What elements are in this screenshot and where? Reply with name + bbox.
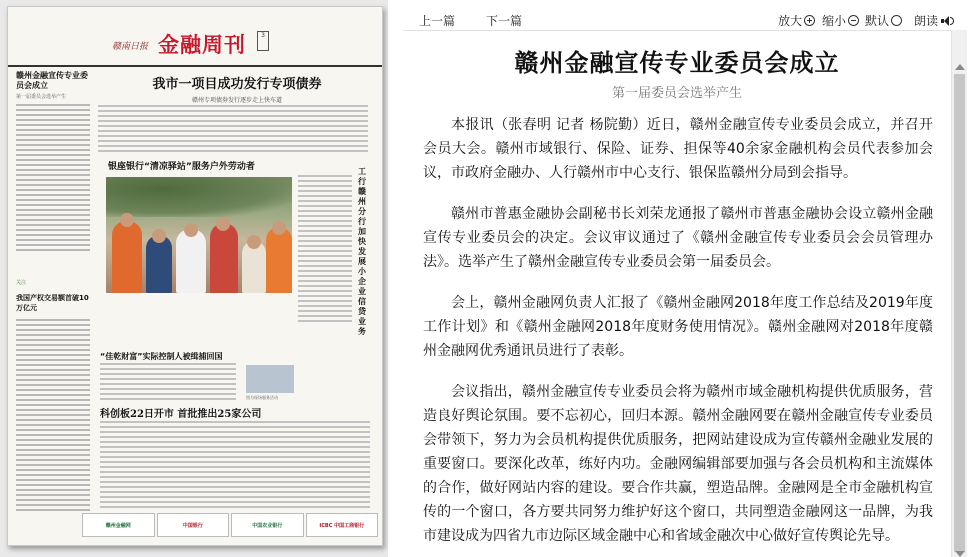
default-size-button[interactable] [865, 12, 902, 29]
prev-article-link[interactable]: 上一篇 [419, 14, 456, 28]
ad-ganzhou-finance[interactable]: 赣州金融网 [82, 513, 155, 537]
read-aloud-label: 朗读 [914, 14, 939, 28]
scrollbar-thumb[interactable] [954, 74, 965, 552]
zoom-in-button[interactable] [778, 12, 815, 29]
photo-side-text-lines [298, 175, 352, 325]
left-column-tag: 关注 [16, 280, 27, 286]
scroll-down-arrow-icon[interactable] [955, 551, 965, 557]
left-column-text-lines [16, 104, 90, 251]
newspaper-main-subhead: 赣州专项债券发行逐步走上快车道 [191, 97, 282, 104]
news-photo[interactable] [106, 177, 292, 293]
circle-icon [891, 15, 902, 26]
main-story-text-lines [98, 105, 368, 155]
photo-story-headline[interactable]: 银座银行“清凉驿站”服务户外劳动者 [108, 162, 255, 172]
left-column-text-lines-2 [16, 319, 90, 514]
left-column-story[interactable] [16, 71, 90, 254]
scroll-up-arrow-icon[interactable] [955, 64, 965, 70]
left-column-headline: 赣州金融宣传专业委员会成立 [16, 71, 88, 90]
article-subtitle: 第一届委员会选举产生 [611, 86, 742, 101]
masthead-section-title: 金融周刊 [158, 32, 246, 57]
article-scrollbar[interactable] [951, 30, 967, 557]
newspaper-panel [0, 0, 388, 557]
newspaper-masthead [8, 7, 382, 67]
small-news-photo [246, 365, 294, 393]
zoom-out-button[interactable] [822, 12, 859, 29]
story-5-text-lines [100, 421, 370, 511]
ad-banner-strip [82, 513, 378, 537]
left-column-headline-2[interactable]: 我国产权交易额首破10万亿元 [16, 294, 89, 312]
ad-bank-of-china[interactable]: 中国银行 [157, 513, 230, 537]
masthead-paper-name: 赣南日报 [112, 42, 149, 52]
zoom-out-label: 缩小 [822, 14, 847, 28]
default-size-label: 默认 [865, 14, 890, 28]
newspaper-page-thumbnail[interactable] [7, 6, 383, 546]
article-content [403, 30, 951, 557]
speaker-icon [941, 15, 954, 27]
article-paragraph: 会上，赣州金融网负责人汇报了《赣州金融网2018年度工作总结及2019年度工作计划》和《赣州金融网2018年度财务使用情况》。赣州金融网对2018年度赣州金融网优秀通讯员进行了表彰。 [423, 295, 933, 359]
zoom-in-icon [804, 15, 815, 26]
read-aloud-button[interactable] [914, 12, 954, 29]
ad-agricultural-bank[interactable]: 中国农业银行 [231, 513, 304, 537]
article-paragraph: 本报讯（张春明 记者 杨院勤）近日，赣州金融宣传专业委员会成立，并召开会员大会。赣州市域银行、保险、证券、担保等40余家金融机构会员代表参加会议，市政府金融办、人行赣州市中心支行、银保监赣州分局到会指导。 [423, 117, 933, 181]
story-4-text-lines [100, 363, 236, 403]
vertical-headline[interactable]: 工行赣州分行加快发展小企业信贷业务 [358, 167, 366, 336]
article-paragraph: 赣州市普惠金融协会副秘书长刘荣龙通报了赣州市普惠金融协会设立赣州金融宣传专业委员会的决定。会议审议通过了《赣州金融宣传专业委员会会员管理办法》。选举产生了赣州金融宣传专业委员会第一届委员会。 [423, 206, 933, 270]
reader-toolbar [403, 8, 980, 30]
next-article-link[interactable]: 下一篇 [486, 14, 523, 28]
newspaper-main-headline[interactable]: 我市一项目成功发行专项债券 [152, 77, 322, 92]
zoom-out-icon [848, 15, 859, 26]
zoom-in-label: 放大 [778, 14, 803, 28]
small-photo-caption: 图为现场服务活动 [246, 395, 278, 400]
masthead-page-number: 3 [257, 31, 269, 51]
ad-icbc[interactable]: ICBC 中国工商银行 [306, 513, 379, 537]
left-column-subhead: 第一届委员会选举产生 [16, 94, 67, 100]
article-paragraph: 会议指出，赣州金融宣传专业委员会将为赣州市域金融机构提供优质服务，营造良好舆论氛围。要不忘初心，回归本源。赣州金融网要在赣州金融宣传专业委员会带领下，努力为会员机构提供优质服务，把网站建设成为宣传赣州金融业发展的重要窗口。要深化改革，练好内功。金融网编辑部要加强与各会员机构和主流媒体的合作，做好网站内容的建设。要合作共赢，塑造品牌。金融网是全市金融机构宣传的一个窗口，各方要共同努力维护好这个窗口，共同塑造金融网这一品牌，为我市建设成为四省九市边际区域金融中心和省域金融次中心做好宣传舆论先导。 [423, 384, 933, 544]
headline-4[interactable]: “佳乾财富”实际控制人被缉捕回国 [100, 352, 223, 361]
article-title: 赣州金融宣传专业委员会成立 [514, 49, 840, 77]
article-body [423, 113, 933, 557]
headline-5[interactable]: 科创板22日开市 首批推出25家公司 [100, 409, 262, 420]
